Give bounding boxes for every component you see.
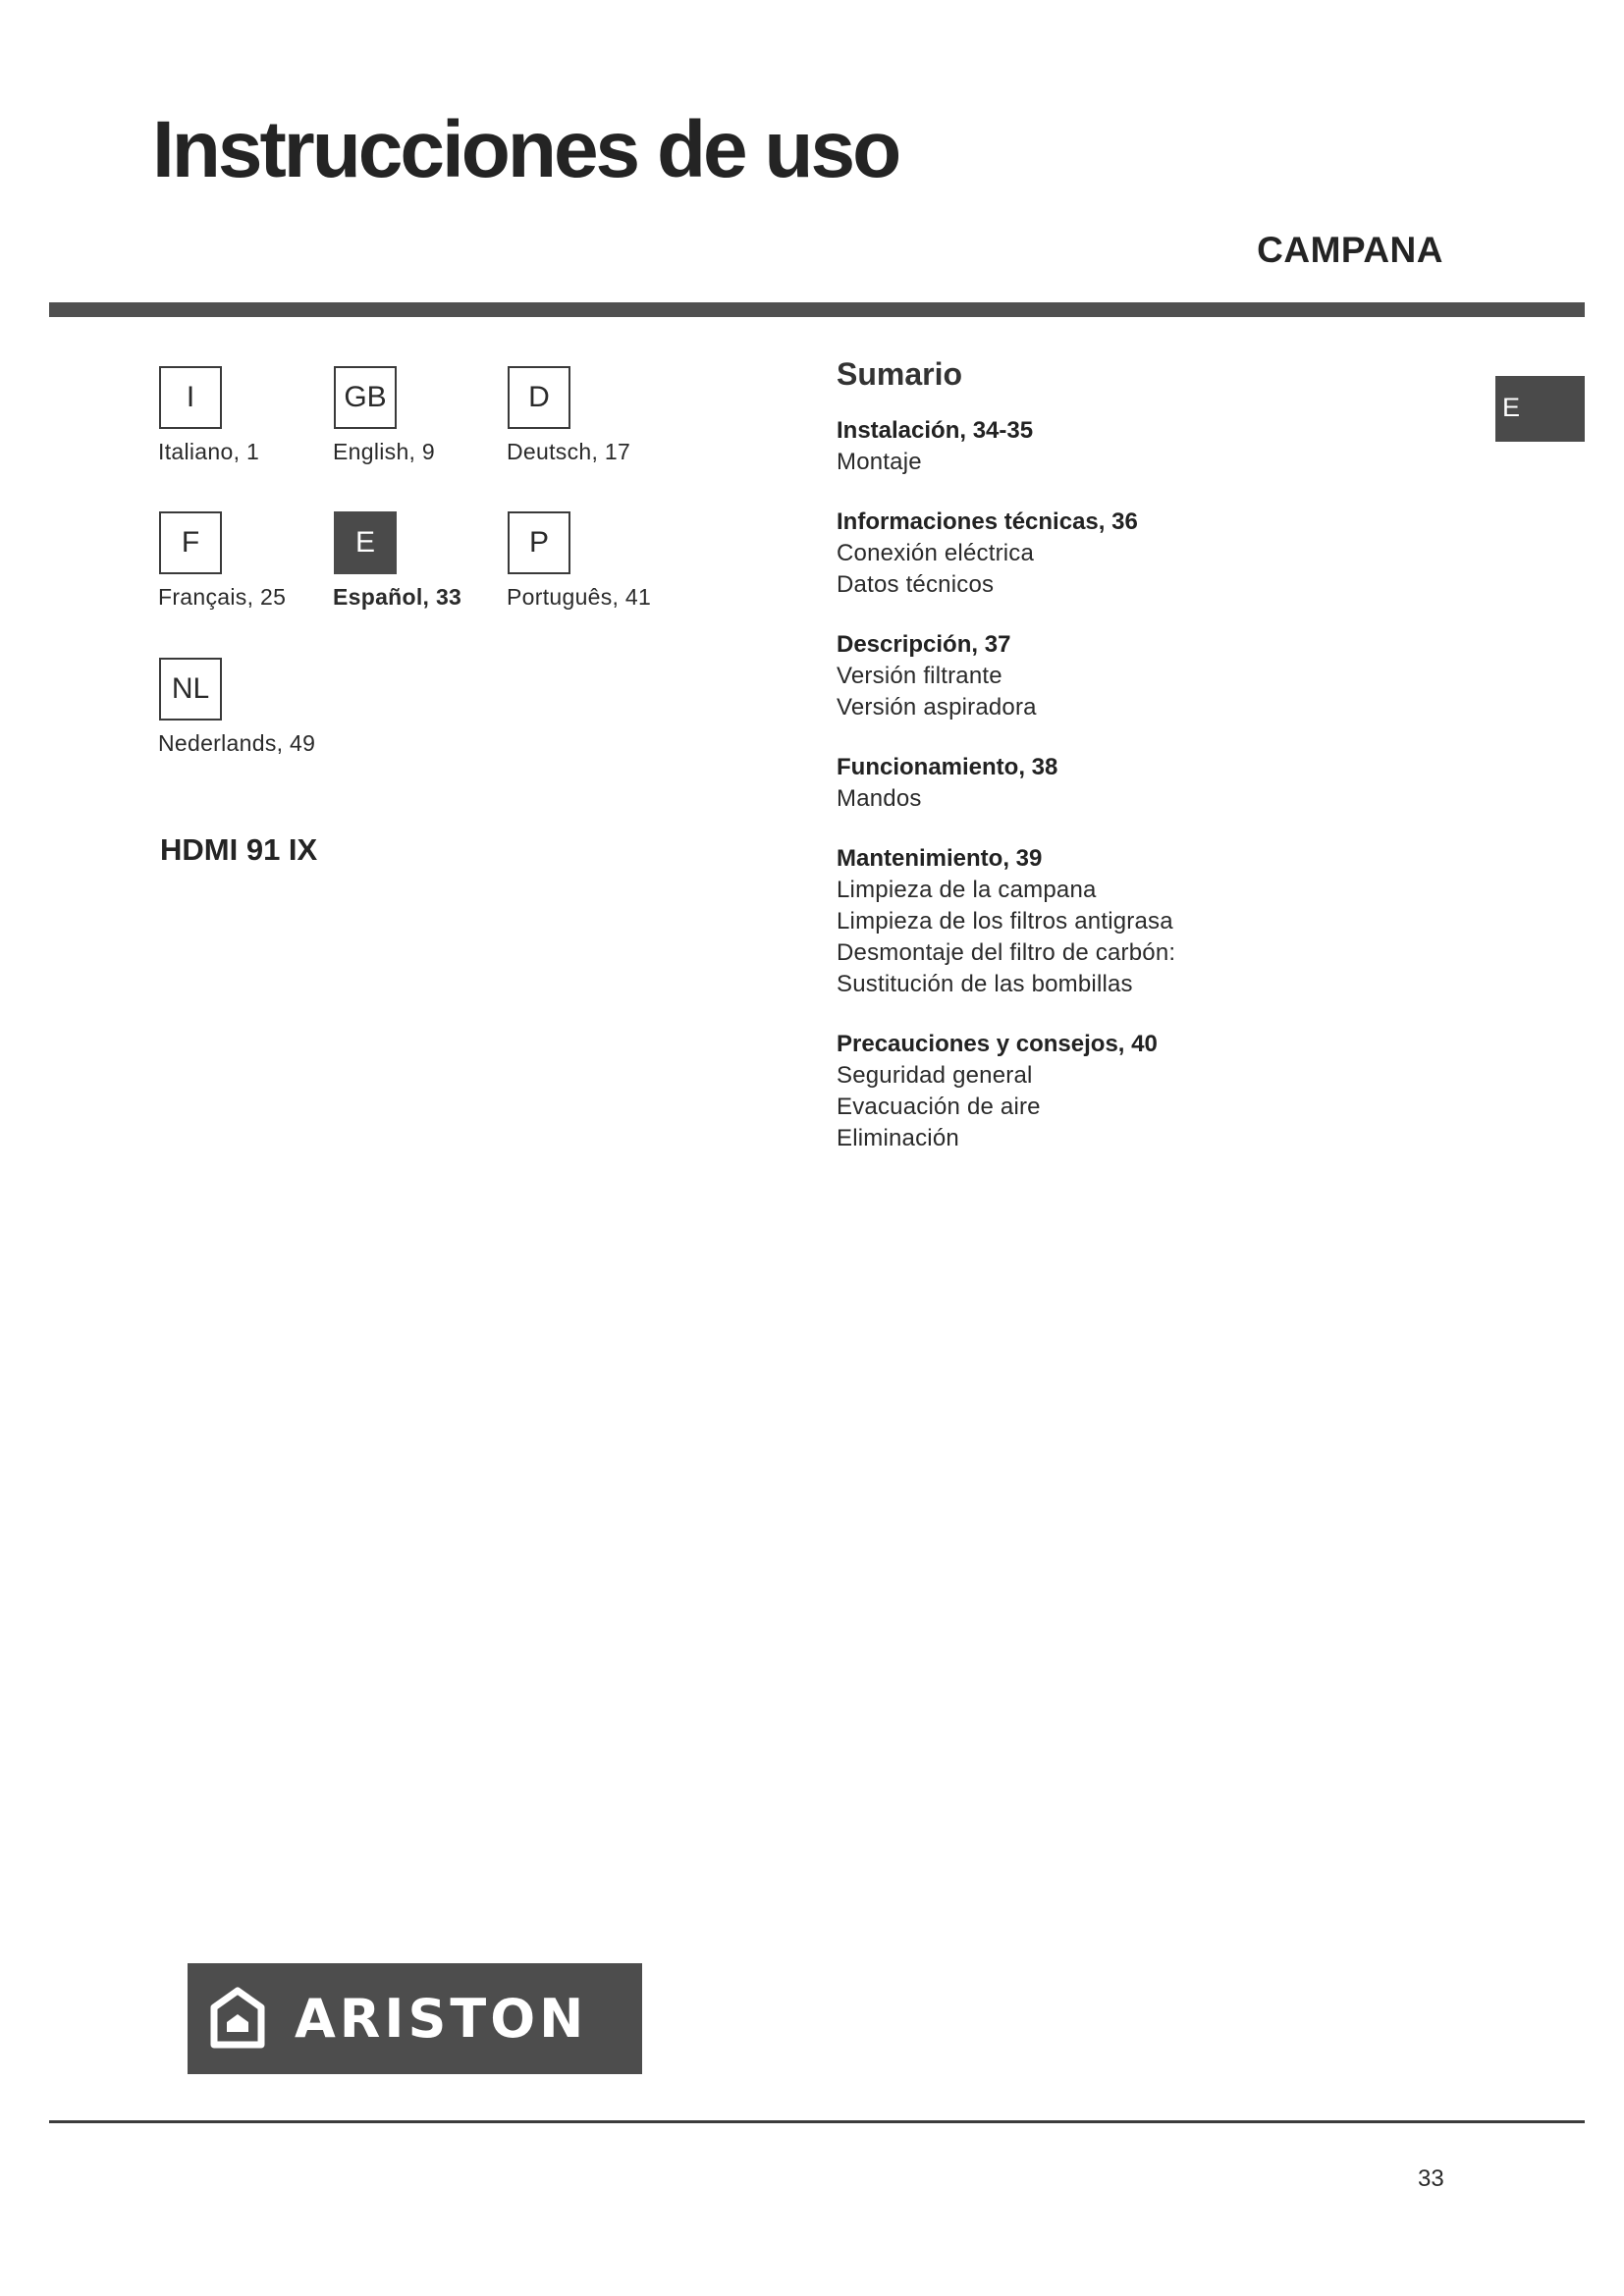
toc-item[interactable]: Seguridad general [837,1062,1033,1090]
brand-name: ARISTON [295,1988,588,2050]
language-side-tab: E [1495,376,1585,442]
summary-heading: Sumario [837,356,963,392]
toc-item[interactable]: Eliminación [837,1125,959,1152]
page-number: 33 [1418,2165,1444,2192]
language-label: Italiano, 1 [158,439,260,464]
product-category: CAMPANA [1257,230,1443,270]
language-portugues[interactable] [507,511,713,611]
language-label: Deutsch, 17 [507,439,631,464]
language-label: Français, 25 [158,584,287,610]
toc-item[interactable]: Evacuación de aire [837,1094,1041,1121]
toc-item[interactable]: Limpieza de los filtros antigrasa [837,908,1173,935]
language-label: Nederlands, 49 [158,730,316,756]
ariston-logo [188,1963,642,2074]
toc-section-funcionamiento [837,751,1386,815]
toc-section-informaciones-tecnicas [837,506,1386,601]
toc-section-descripcion [837,628,1386,723]
toc-section-title[interactable]: Descripción, 37 [837,631,1011,659]
header-divider [49,302,1585,317]
language-code-box: F [159,511,222,574]
language-code-box: NL [159,658,222,721]
toc-section-title[interactable]: Informaciones técnicas, 36 [837,508,1138,536]
language-nederlands[interactable] [158,658,364,757]
toc-section-precauciones [837,1028,1386,1154]
summary-toc [837,355,1386,1182]
language-label: Português, 41 [507,584,652,610]
model-number: HDMI 91 IX [160,832,318,867]
toc-section-instalacion [837,414,1386,478]
toc-section-title[interactable]: Mantenimiento, 39 [837,845,1043,873]
toc-section-title[interactable]: Instalación, 34-35 [837,417,1034,445]
toc-item[interactable]: Mandos [837,785,922,813]
toc-section-title[interactable]: Funcionamiento, 38 [837,754,1058,781]
language-deutsch[interactable] [507,366,713,465]
toc-item[interactable]: Sustitución de las bombillas [837,971,1133,998]
toc-item[interactable]: Versión aspiradora [837,694,1037,721]
page-title: Instrucciones de uso [152,105,899,194]
language-label-active: Español, 33 [333,584,462,610]
language-code-box: I [159,366,222,429]
toc-section-mantenimiento [837,842,1386,1000]
language-code-box: P [508,511,570,574]
language-code-box: GB [334,366,397,429]
toc-item[interactable]: Montaje [837,449,922,476]
toc-item[interactable]: Conexión eléctrica [837,540,1035,567]
language-label: English, 9 [333,439,436,464]
toc-section-title[interactable]: Precauciones y consejos, 40 [837,1031,1158,1058]
house-icon [208,1986,267,2053]
toc-item[interactable]: Versión filtrante [837,663,1002,690]
language-code-box: D [508,366,570,429]
toc-item[interactable]: Desmontaje del filtro de carbón: [837,939,1176,967]
toc-item[interactable]: Limpieza de la campana [837,877,1097,904]
toc-item[interactable]: Datos técnicos [837,571,995,599]
footer-divider [49,2120,1585,2123]
language-code-box-active: E [334,511,397,574]
